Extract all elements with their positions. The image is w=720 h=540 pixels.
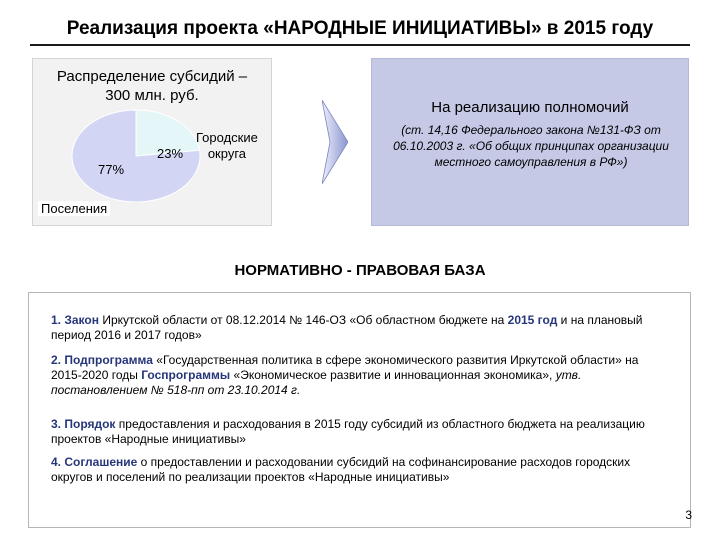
legal-item-text: о предоставлении и расходовании субсидий на софинансирование расходов городских округов и поселений по реализации проектов «Народные инициативы» xyxy=(51,455,631,484)
legal-item-keyword: Порядок xyxy=(64,417,116,431)
legal-item-number: 2. xyxy=(51,353,62,367)
page-number: 3 xyxy=(685,508,692,522)
page-title: Реализация проекта «НАРОДНЫЕ ИНИЦИАТИВЫ» в 2015 году xyxy=(66,18,654,39)
arrow-right-icon xyxy=(322,100,348,184)
legal-item-law xyxy=(51,313,671,343)
legal-item-text: Иркутской области от 08.12.2014 № 146-ОЗ «Об областном бюджете на xyxy=(98,313,508,327)
pie-legend-cities-line2: округа xyxy=(207,146,247,161)
powers-panel xyxy=(371,58,689,226)
legal-item-text-cont: «Экономическое развитие и инновационная экономика», xyxy=(230,368,556,382)
legal-item-text-cont: и на плановый период 2016 и 2017 годов» xyxy=(51,313,643,342)
legal-item-agreement xyxy=(51,455,671,485)
legal-item-year: 2015 год xyxy=(507,313,558,327)
legal-item-approval: утв. постановлением № 518-пп от 23.10.2014 г. xyxy=(51,368,582,397)
subsidy-heading-line1: Распределение субсидий – xyxy=(56,68,248,85)
legal-basis-list xyxy=(28,292,691,528)
legal-item-text: предоставления и расходования в 2015 году субсидий из областного бюджета на реализацию проектов «Народные инициативы» xyxy=(51,417,645,446)
subsidy-heading xyxy=(33,67,271,105)
legal-item-subprogram xyxy=(51,353,671,398)
legal-item-text: «Государственная политика в сфере экономического развития Иркутской области» на 2015-2020 годы xyxy=(51,353,639,382)
pie-legend-cities xyxy=(196,130,258,162)
legal-item-keyword: Закон xyxy=(64,313,99,327)
subsidy-heading-line2: 300 млн. руб. xyxy=(105,87,199,104)
powers-heading: На реализацию полномочий xyxy=(431,99,629,116)
pie-label-cities-pct: 23% xyxy=(157,146,184,161)
legal-item-highlight: Госпрограммы xyxy=(141,368,231,382)
title-divider xyxy=(30,44,690,46)
legal-item-number: 1. xyxy=(51,313,62,327)
legal-item-number: 3. xyxy=(51,417,62,431)
pie-legend-settlements: Поселения xyxy=(38,201,110,216)
legal-item-number: 4. xyxy=(51,455,62,469)
legal-basis-title: НОРМАТИВНО - ПРАВОВАЯ БАЗА xyxy=(234,262,486,279)
pie-label-settlements-pct: 77% xyxy=(98,162,125,177)
legal-item-procedure xyxy=(51,417,671,447)
legal-item-keyword: Подпрограмма xyxy=(64,353,153,367)
pie-legend-cities-line1: Городские xyxy=(196,130,258,145)
powers-legal-reference: (ст. 14,16 Федерального закона №131-ФЗ от 06.10.2003 г. «Об общих принципах организации местного самоуправления в РФ») xyxy=(393,123,669,169)
legal-item-keyword: Соглашение xyxy=(64,455,138,469)
